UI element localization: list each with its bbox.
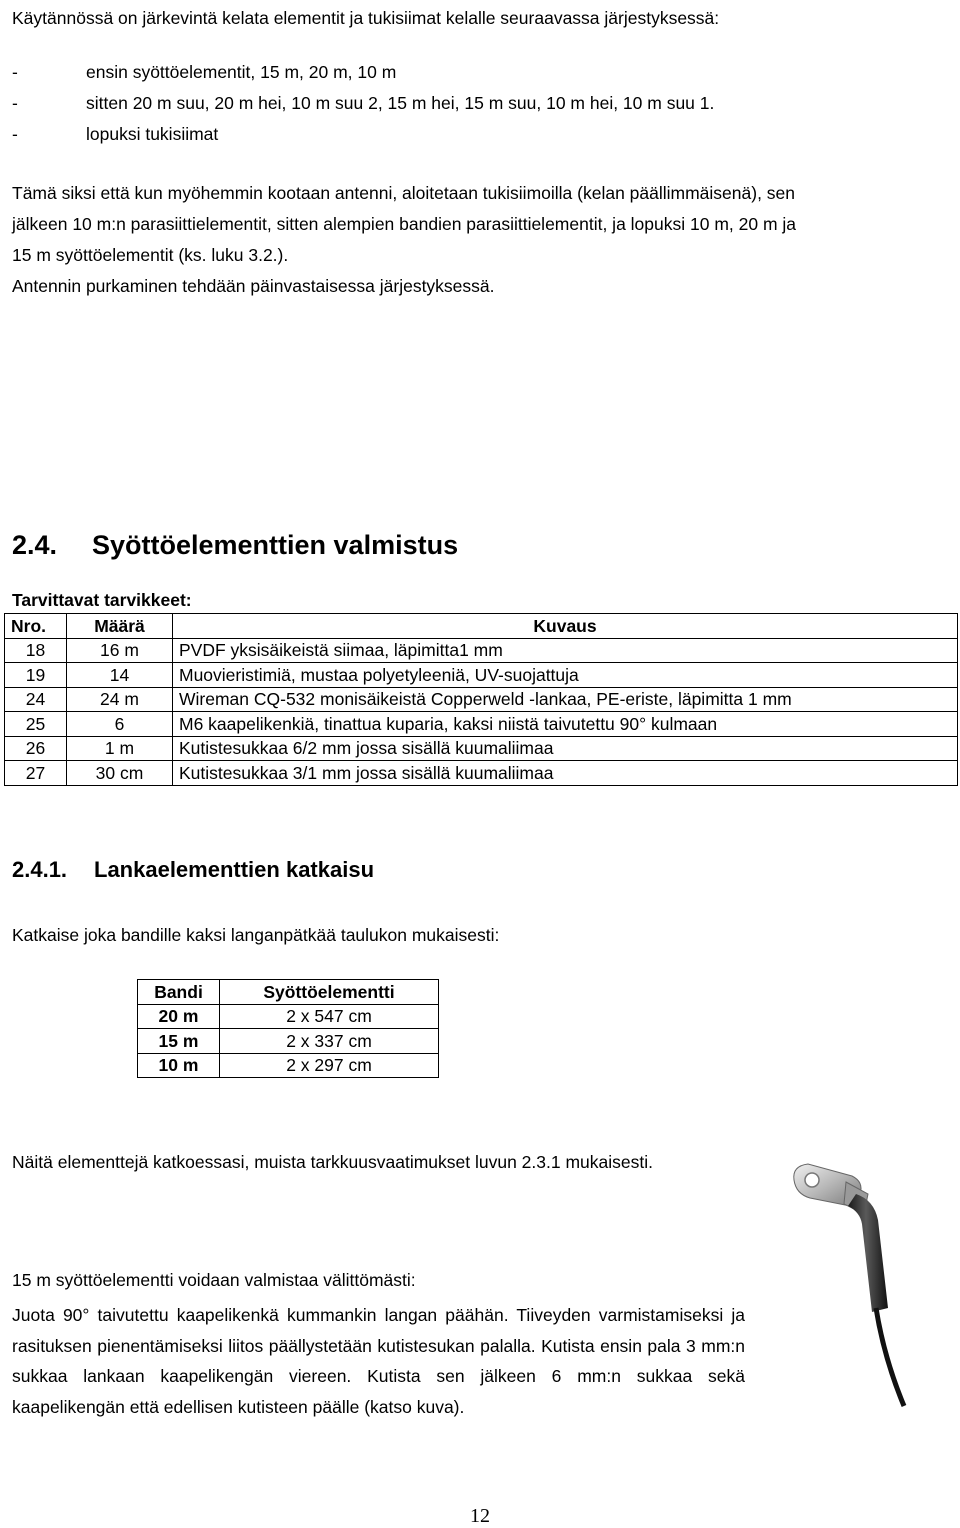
intro-text: Käytännössä on järkevintä kelata elementit ja tukisiimat kelalle seuraavassa järjestyksessä:: [12, 8, 720, 28]
table-row: [5, 712, 958, 737]
list-dash: -: [12, 93, 18, 113]
table-row: [5, 687, 958, 712]
page-number: 12: [470, 1505, 490, 1527]
cell-kuvaus: Wireman CQ-532 monisäikeistä Copperweld -lankaa, PE-eriste, läpimitta 1 mm: [173, 687, 958, 712]
subsection-heading: [12, 857, 374, 883]
paragraph-line: jälkeen 10 m:n parasiittielementit, sitten alempien bandien parasiittielementit, ja lopuksi 10 m, 20 m ja: [12, 214, 797, 234]
list-dash: -: [12, 62, 18, 82]
cut-intro-text: Katkaise joka bandille kaksi langanpätkää taulukon mukaisesti:: [12, 925, 500, 945]
cell-nro: 19: [5, 663, 67, 688]
cell-maara: 1 m: [67, 736, 173, 761]
cell-maara: 30 cm: [67, 761, 173, 786]
list-text: ensin syöttöelementit, 15 m, 20 m, 10 m: [86, 62, 397, 82]
table-row: [138, 1029, 439, 1054]
cell-maara: 16 m: [67, 638, 173, 663]
paragraph-lead: 15 m syöttöelementti voidaan valmistaa välittömästi:: [12, 1270, 416, 1290]
cell-nro: 18: [5, 638, 67, 663]
column-header-nro: Nro.: [5, 614, 67, 639]
section-heading: [12, 530, 458, 561]
section-number: 2.4.: [12, 530, 58, 560]
subsection-number: 2.4.1.: [12, 857, 68, 882]
cell-maara: 6: [67, 712, 173, 737]
table-row: [5, 736, 958, 761]
table-row: [5, 761, 958, 786]
paragraph-line: Antennin purkaminen tehdään päinvastaisessa järjestyksessä.: [12, 276, 495, 296]
column-header-kuvaus: Kuvaus: [173, 614, 958, 639]
column-header-maara: Määrä: [67, 614, 173, 639]
cell-band: 15 m: [138, 1029, 220, 1054]
list-item: [12, 62, 396, 83]
list-text: lopuksi tukisiimat: [86, 124, 219, 144]
cell-element: 2 x 547 cm: [220, 1004, 439, 1029]
column-header-element: Syöttöelementti: [220, 980, 439, 1005]
paragraph-accuracy: Näitä elementtejä katkoessasi, muista tarkkuusvaatimukset luvun 2.3.1 mukaisesti.: [12, 1152, 653, 1172]
section-title: Syöttöelementtien valmistus: [92, 530, 459, 560]
paragraph-line: Tämä siksi että kun myöhemmin kootaan antenni, aloitetaan tukisiimoilla (kelan päällimmäisenä), sen: [12, 183, 796, 203]
table-header-row: [138, 980, 439, 1005]
cell-band: 10 m: [138, 1053, 220, 1078]
cell-nro: 27: [5, 761, 67, 786]
list-item: [12, 124, 218, 145]
cell-nro: 25: [5, 712, 67, 737]
table-row: [138, 1004, 439, 1029]
cell-kuvaus: Kutistesukkaa 3/1 mm jossa sisällä kuumaliimaa: [173, 761, 958, 786]
subsection-title: Lankaelementtien katkaisu: [94, 857, 375, 882]
cell-nro: 26: [5, 736, 67, 761]
table-header-row: [5, 614, 958, 639]
list-item: [12, 93, 714, 114]
table-row: [5, 638, 958, 663]
materials-caption: Tarvittavat tarvikkeet:: [12, 590, 192, 610]
cell-band: 20 m: [138, 1004, 220, 1029]
cable-lug-photo: [790, 1158, 958, 1408]
cell-element: 2 x 297 cm: [220, 1053, 439, 1078]
list-text: sitten 20 m suu, 20 m hei, 10 m suu 2, 15 m hei, 15 m suu, 10 m hei, 10 m suu 1.: [86, 93, 715, 113]
cell-nro: 24: [5, 687, 67, 712]
cell-kuvaus: PVDF yksisäikeistä siimaa, läpimitta1 mm: [173, 638, 958, 663]
materials-table: [4, 613, 958, 786]
cell-element: 2 x 337 cm: [220, 1029, 439, 1054]
paragraph-line: 15 m syöttöelementit (ks. luku 3.2.).: [12, 245, 289, 265]
paragraph-instructions: Juota 90° taivutettu kaapelikenkä kummankin langan päähän. Tiiveyden varmistamiseksi ja rasituksen pienentämiseksi liitos päällystetään kutistesukan palalla. Kutista ensin pala 3 mm:n sukkaa lankaan kaapelikengän viereen. Kutista sen jälkeen 6 mm:n sukkaa sekä kaapelikengän että edellisen kutisteen päälle (katso kuva).: [12, 1305, 745, 1417]
bands-table: [137, 979, 439, 1078]
cell-kuvaus: M6 kaapelikenkiä, tinattua kuparia, kaksi niistä taivutettu 90° kulmaan: [173, 712, 958, 737]
table-row: [138, 1053, 439, 1078]
cell-kuvaus: Muovieristimiä, mustaa polyetyleeniä, UV-suojattuja: [173, 663, 958, 688]
list-dash: -: [12, 124, 18, 144]
table-row: [5, 663, 958, 688]
column-header-band: Bandi: [138, 980, 220, 1005]
cell-kuvaus: Kutistesukkaa 6/2 mm jossa sisällä kuumaliimaa: [173, 736, 958, 761]
cell-maara: 24 m: [67, 687, 173, 712]
cell-maara: 14: [67, 663, 173, 688]
